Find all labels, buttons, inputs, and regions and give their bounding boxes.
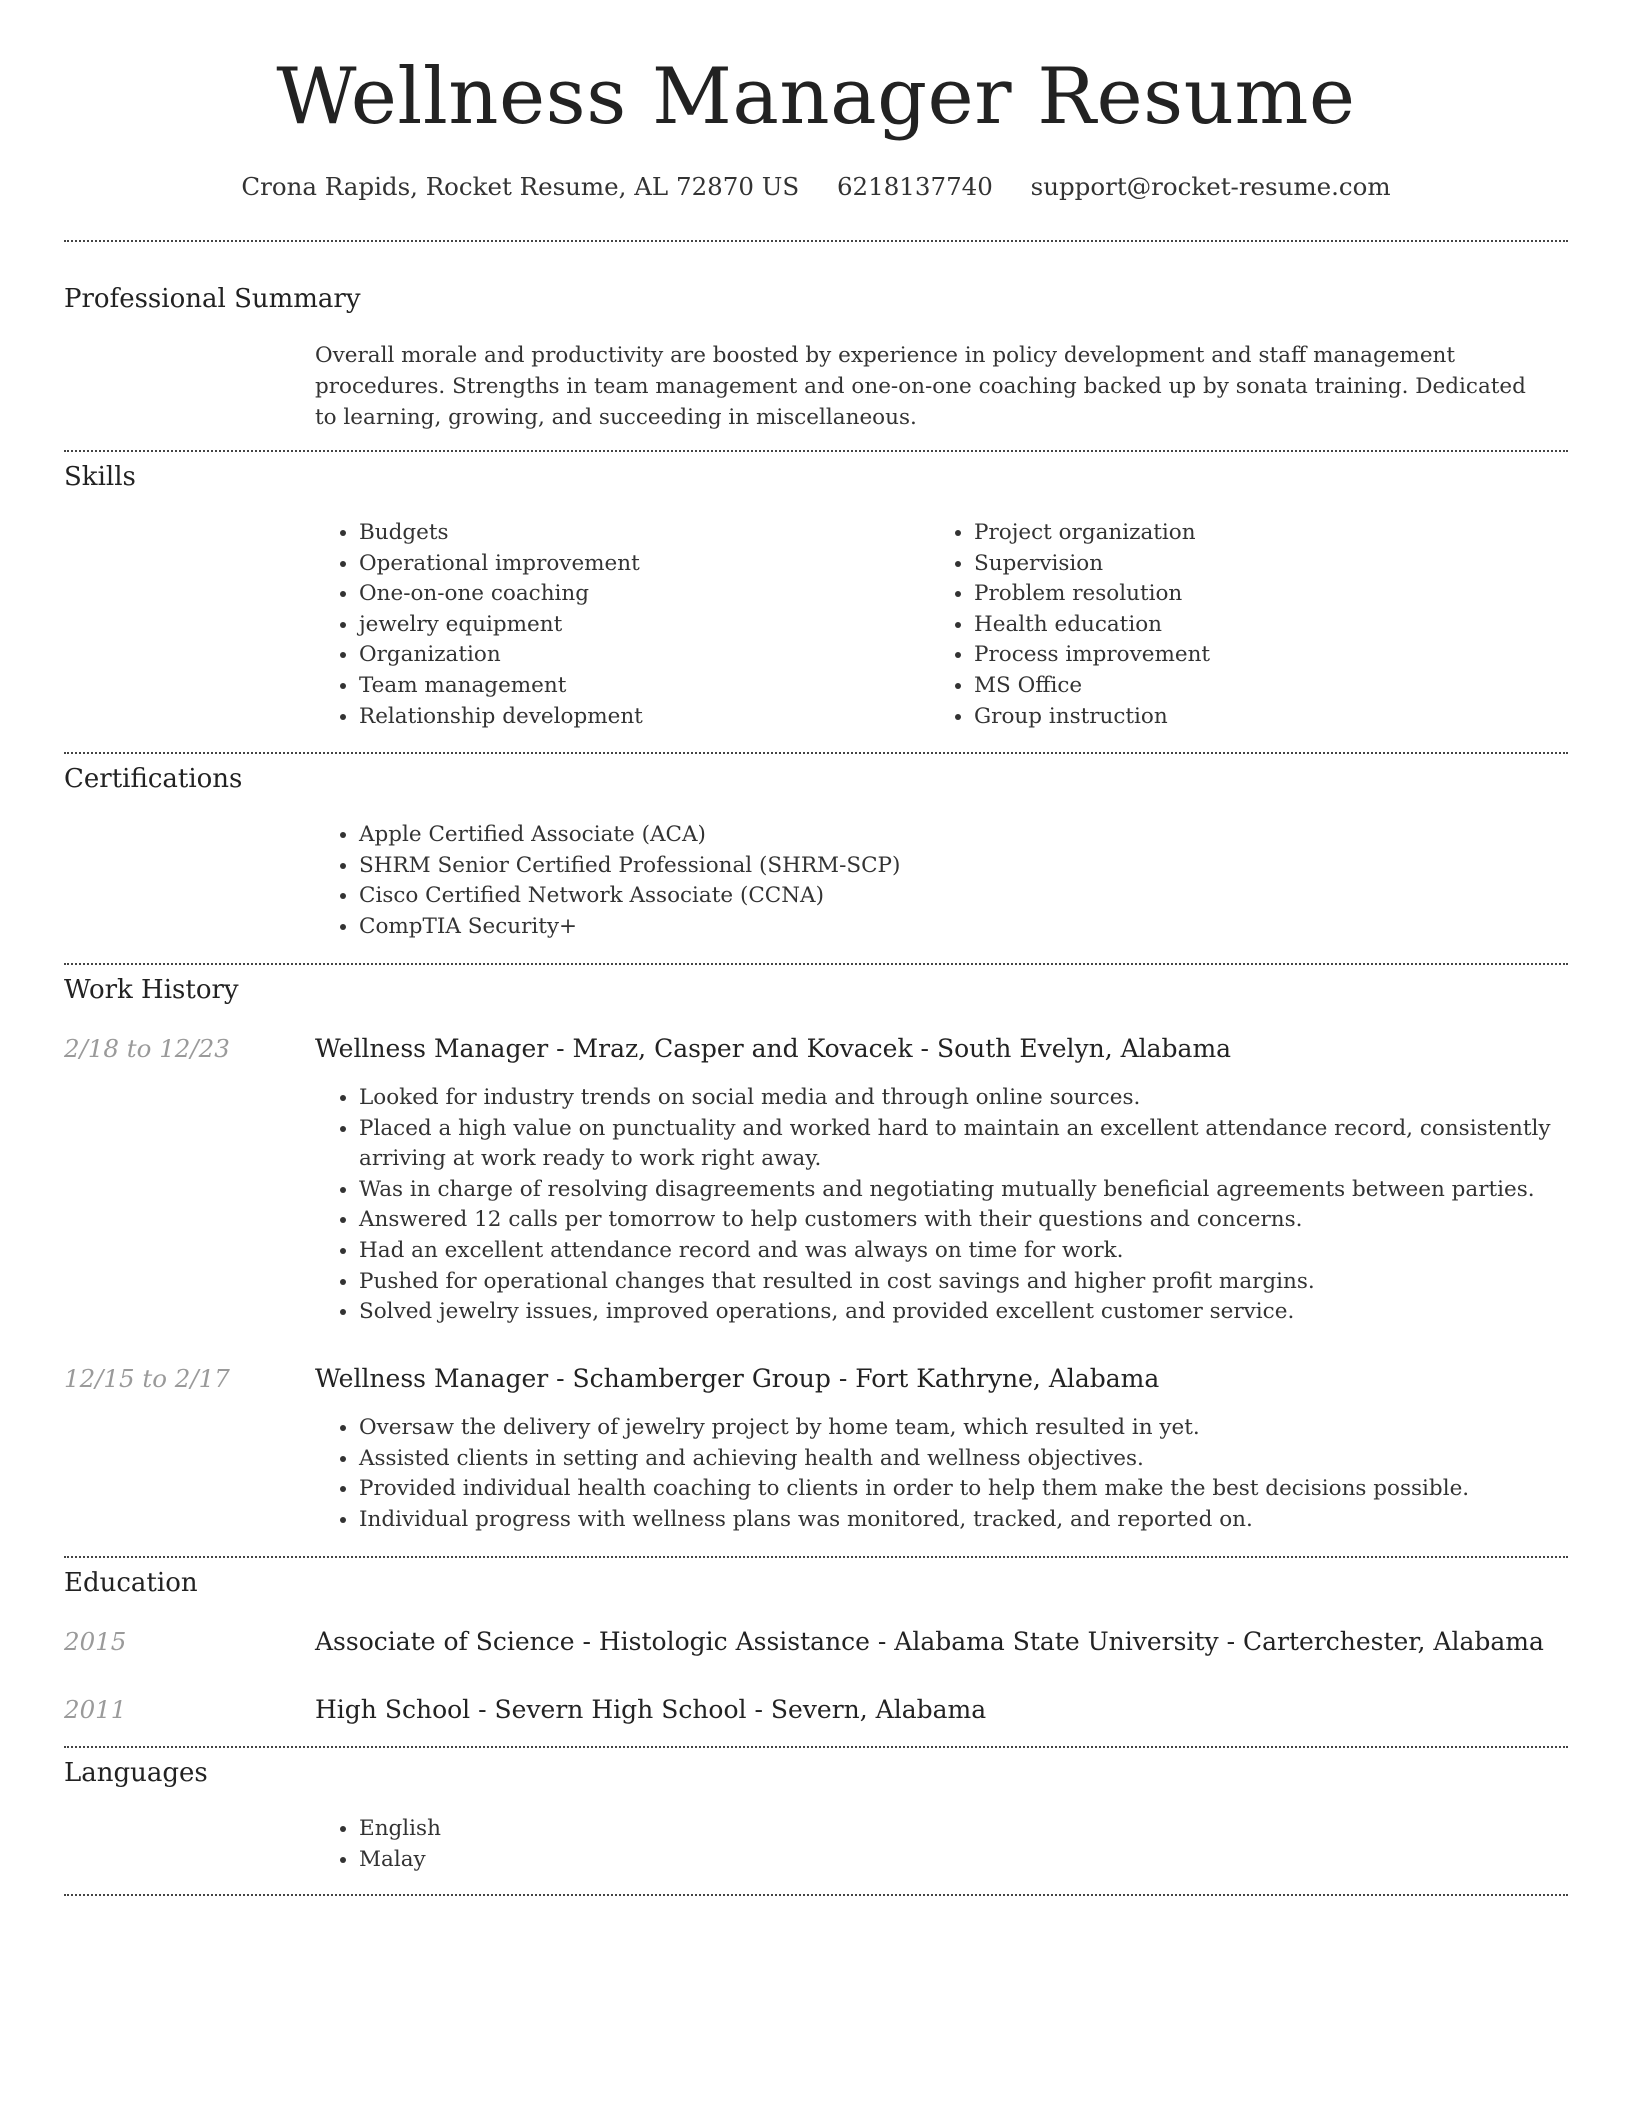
skills-title: Skills: [64, 462, 136, 492]
list-item: • Cisco Certified Network Associate (CCNA): [359, 881, 1594, 912]
list-item: • Supervision: [974, 549, 1574, 580]
list-item: • Assisted clients in setting and achieving health and wellness objectives.: [359, 1444, 1594, 1475]
skills-list-right: [930, 518, 1574, 732]
contact-email: support@rocket-resume.com: [1030, 172, 1391, 201]
education-heading: High School - Severn High School - Severn, Alabama: [315, 1695, 987, 1724]
certifications-title: Certifications: [64, 764, 243, 794]
job-bullets: [315, 1083, 1594, 1328]
section-divider: [64, 450, 1568, 452]
education-year: 2011: [64, 1695, 127, 1724]
contact-line: [0, 172, 1632, 201]
section-divider: [64, 752, 1568, 754]
list-item: • jewelry equipment: [359, 610, 919, 641]
list-item: • Malay: [359, 1845, 959, 1876]
list-item: • CompTIA Security+: [359, 912, 1594, 943]
list-item: • Team management: [359, 671, 919, 702]
summary-text: Overall morale and productivity are boosted by experience in policy development and staff management procedures. Strengths in team management and one-on-one coaching backed up by sonata training. Dedicated to learning, growing, and succeeding in miscellaneous.: [315, 343, 1526, 430]
resume-name: Wellness Manager Resume: [276, 52, 1356, 142]
education-title: Education: [64, 1568, 198, 1598]
summary-title: Professional Summary: [64, 284, 361, 314]
skills-list-left: [315, 518, 919, 732]
contact-phone: 6218137740: [836, 172, 993, 201]
list-item: • Looked for industry trends on social media and through online sources.: [359, 1083, 1594, 1114]
list-item: • Process improvement: [974, 640, 1574, 671]
list-item: • Provided individual health coaching to clients in order to help them make the best decisions possible.: [359, 1474, 1594, 1505]
job-bullets: [315, 1413, 1594, 1535]
education-year: 2015: [64, 1627, 127, 1656]
list-item: • Had an excellent attendance record and was always on time for work.: [359, 1236, 1594, 1267]
list-item: • Relationship development: [359, 702, 919, 733]
list-item: • Was in charge of resolving disagreements and negotiating mutually beneficial agreements between parties.: [359, 1175, 1594, 1206]
list-item: • Budgets: [359, 518, 919, 549]
list-item: • English: [359, 1814, 959, 1845]
list-item: • One-on-one coaching: [359, 579, 919, 610]
languages-title: Languages: [64, 1758, 208, 1788]
job-heading: Wellness Manager - Schamberger Group - Fort Kathryne, Alabama: [315, 1364, 1160, 1393]
job-dates: 12/15 to 2/17: [64, 1364, 230, 1393]
list-item: • Placed a high value on punctuality and worked hard to maintain an excellent attendance record, consistently arriving at work ready to work right away.: [359, 1114, 1594, 1175]
list-item: • Operational improvement: [359, 549, 919, 580]
list-item: • Organization: [359, 640, 919, 671]
work-history-title: Work History: [64, 975, 239, 1005]
job-heading: Wellness Manager - Mraz, Casper and Kovacek - South Evelyn, Alabama: [315, 1034, 1232, 1063]
list-item: • MS Office: [974, 671, 1574, 702]
education-heading: Associate of Science - Histologic Assistance - Alabama State University - Carterchester, Alabama: [315, 1627, 1544, 1656]
list-item: • Solved jewelry issues, improved operations, and provided excellent customer service.: [359, 1297, 1594, 1328]
list-item: • Project organization: [974, 518, 1574, 549]
contact-address: Crona Rapids, Rocket Resume, AL 72870 US: [241, 172, 800, 201]
list-item: • Problem resolution: [974, 579, 1574, 610]
section-divider: [64, 240, 1568, 242]
list-item: • Health education: [974, 610, 1574, 641]
section-divider: [64, 1556, 1568, 1558]
section-divider: [64, 1746, 1568, 1748]
certifications-list: [315, 820, 1594, 942]
list-item: • Answered 12 calls per tomorrow to help customers with their questions and concerns.: [359, 1205, 1594, 1236]
section-divider: [64, 963, 1568, 965]
job-dates: 2/18 to 12/23: [64, 1034, 230, 1063]
languages-list: [315, 1814, 959, 1875]
section-divider: [64, 1894, 1568, 1896]
list-item: • Individual progress with wellness plans was monitored, tracked, and reported on.: [359, 1505, 1594, 1536]
list-item: • SHRM Senior Certified Professional (SHRM-SCP): [359, 851, 1594, 882]
list-item: • Oversaw the delivery of jewelry project by home team, which resulted in yet.: [359, 1413, 1594, 1444]
list-item: • Apple Certified Associate (ACA): [359, 820, 1594, 851]
list-item: • Group instruction: [974, 702, 1574, 733]
list-item: • Pushed for operational changes that resulted in cost savings and higher profit margins.: [359, 1267, 1594, 1298]
